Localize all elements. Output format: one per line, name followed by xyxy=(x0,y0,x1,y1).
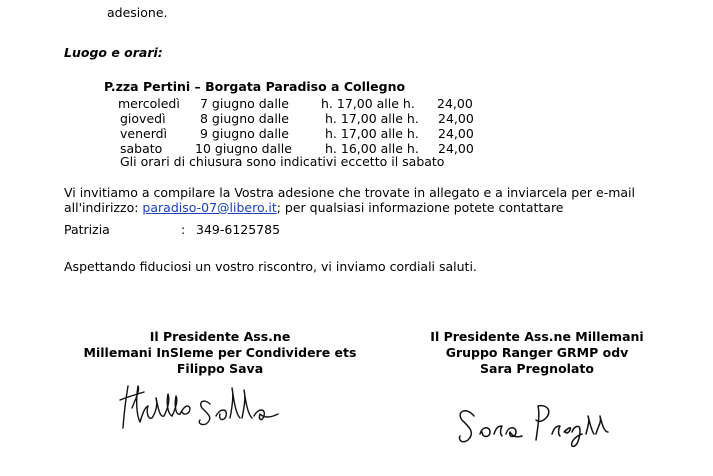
signature-right-org: Gruppo Ranger GRMP odv xyxy=(445,345,629,360)
schedule-from: h. 17,00 alle h. xyxy=(321,96,415,111)
intro-tail: adesione. xyxy=(107,5,168,20)
signature-left-name: Filippo Sava xyxy=(176,361,264,376)
schedule-table xyxy=(0,96,713,156)
schedule-from: h. 17,00 alle h. xyxy=(325,111,419,126)
schedule-day: sabato xyxy=(120,141,163,156)
schedule-date: 7 giugno dalle xyxy=(200,96,289,111)
schedule-to: 24,00 xyxy=(437,96,473,111)
email-link[interactable]: paradiso-07@libero.it xyxy=(142,200,277,215)
signature-block-left xyxy=(40,329,400,377)
schedule-to: 24,00 xyxy=(438,111,474,126)
handwritten-signature-left xyxy=(118,378,298,438)
signature-right-role: Il Presidente Ass.ne Millemani xyxy=(430,329,644,344)
invite-line-1: Vi invitiamo a compilare la Vostra adesione che trovate in allegato e a inviarcela per e-mail xyxy=(64,185,635,200)
place-line: P.zza Pertini – Borgata Paradiso a Collegno xyxy=(104,79,406,94)
invite-suffix: ; per qualsiasi informazione potete contattare xyxy=(276,200,564,215)
schedule-from: h. 16,00 alle h. xyxy=(325,141,419,156)
schedule-row xyxy=(0,111,474,126)
signature-left-role: Il Presidente Ass.ne xyxy=(149,329,291,344)
schedule-date: 8 giugno dalle xyxy=(200,111,289,126)
signature-left-org: Millemani InSIeme per Condividere ets xyxy=(83,345,357,360)
schedule-date: 9 giugno dalle xyxy=(200,126,289,141)
signature-right-name: Sara Pregnolato xyxy=(480,361,594,376)
schedule-date: 10 giugno dalle xyxy=(195,141,292,156)
schedule-to: 24,00 xyxy=(438,141,474,156)
schedule-note: Gli orari di chiusura sono indicativi eccetto il sabato xyxy=(120,154,445,169)
signature-block-right xyxy=(392,329,682,377)
invite-line-2 xyxy=(64,200,564,215)
contact-name: Patrizia xyxy=(64,222,110,237)
closing-line: Aspettando fiduciosi un vostro riscontro, vi inviamo cordiali saluti. xyxy=(64,259,477,274)
contact-phone: 349-6125785 xyxy=(196,222,281,237)
handwritten-signature-right xyxy=(452,396,612,452)
schedule-row xyxy=(0,126,474,141)
schedule-to: 24,00 xyxy=(438,126,474,141)
schedule-day: venerdì xyxy=(120,126,168,141)
schedule-day: giovedì xyxy=(120,111,166,126)
schedule-row xyxy=(0,96,473,111)
schedule-from: h. 17,00 alle h. xyxy=(325,126,419,141)
invite-prefix: all'indirizzo: xyxy=(64,200,143,215)
luogo-heading: Luogo e orari: xyxy=(64,45,163,60)
contact-separator: : xyxy=(181,222,186,237)
schedule-day: mercoledì xyxy=(118,96,180,111)
